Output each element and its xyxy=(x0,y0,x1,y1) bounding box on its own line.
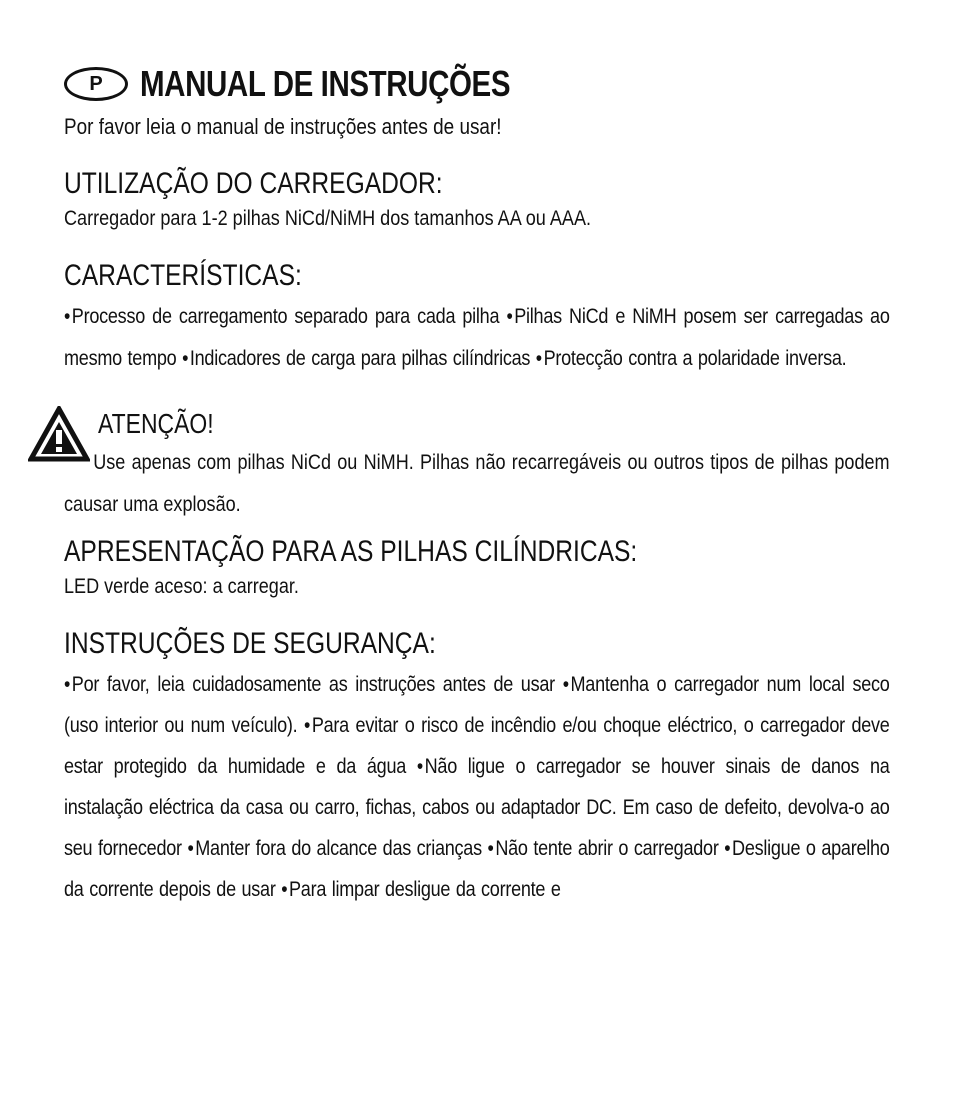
bullet-icon: • xyxy=(416,755,423,778)
list-item: •Não tente abrir o carregador xyxy=(487,837,719,860)
bullet-icon: • xyxy=(487,837,494,860)
list-item: •Indicadores de carga para pilhas cilíndricas xyxy=(182,347,531,370)
list-item: •Desligue o aparelho da corrente depois de usar xyxy=(64,837,890,901)
list-item: •Manter fora do alcance das crianças xyxy=(187,837,482,860)
list-item: •Mantenha o carregador num local seco (uso interior ou num veículo). xyxy=(64,673,890,737)
list-item: •Protecção contra a polaridade inversa. xyxy=(535,347,847,370)
page-title: MANUAL DE INSTRUÇÕES xyxy=(140,63,511,104)
bullet-icon: • xyxy=(304,714,311,737)
language-badge: P xyxy=(64,67,128,101)
manual-page xyxy=(64,56,890,910)
display-text: LED verde aceso: a carregar. xyxy=(64,575,299,598)
intro-text: Por favor leia o manual de instruções antes de usar! xyxy=(64,114,502,139)
list-item: •Por favor, leia cuidadosamente as instruções antes de usar xyxy=(64,673,555,696)
bullet-icon: • xyxy=(506,305,513,328)
usage-text: Carregador para 1-2 pilhas NiCd/NiMH dos tamanhos AA ou AAA. xyxy=(64,207,592,230)
warning-block xyxy=(64,406,890,526)
list-item: •Para limpar desligue da corrente e xyxy=(281,878,561,901)
bullet-icon: • xyxy=(724,837,731,860)
bullet-icon: • xyxy=(281,878,288,901)
list-item: •Para evitar o risco de incêndio e/ou choque eléctrico, o carregador deve estar protegido da humidade e da água xyxy=(64,714,890,778)
features-list xyxy=(64,296,890,380)
display-heading: APRESENTAÇÃO PARA AS PILHAS CILÍNDRICAS: xyxy=(64,535,638,568)
title-row xyxy=(64,56,890,112)
usage-heading: UTILIZAÇÃO DO CARREGADOR: xyxy=(64,167,443,200)
warning-heading: ATENÇÃO! xyxy=(98,408,214,439)
list-item: •Não ligue o carregador se houver sinais de danos na instalação eléctrica da casa ou carro, fichas, cabos ou adaptador DC. Em caso de defeito, devolva-o ao seu fornecedor xyxy=(64,755,890,860)
bullet-icon: • xyxy=(64,305,71,328)
features-heading: CARACTERÍSTICAS: xyxy=(64,259,302,292)
bullet-icon: • xyxy=(535,347,542,370)
safety-heading: INSTRUÇÕES DE SEGURANÇA: xyxy=(64,627,436,660)
list-item: •Pilhas NiCd e NiMH posem ser carregadas ao mesmo tempo xyxy=(64,305,890,370)
bullet-icon: • xyxy=(187,837,194,860)
bullet-icon: • xyxy=(562,673,569,696)
list-item: •Processo de carregamento separado para cada pilha xyxy=(64,305,500,328)
bullet-icon: • xyxy=(64,673,71,696)
bullet-icon: • xyxy=(182,347,189,370)
warning-text: Use apenas com pilhas NiCd ou NiMH. Pilhas não recarregáveis ou outros tipos de pilhas podem causar uma explosão. xyxy=(64,451,890,516)
safety-list xyxy=(64,664,890,910)
